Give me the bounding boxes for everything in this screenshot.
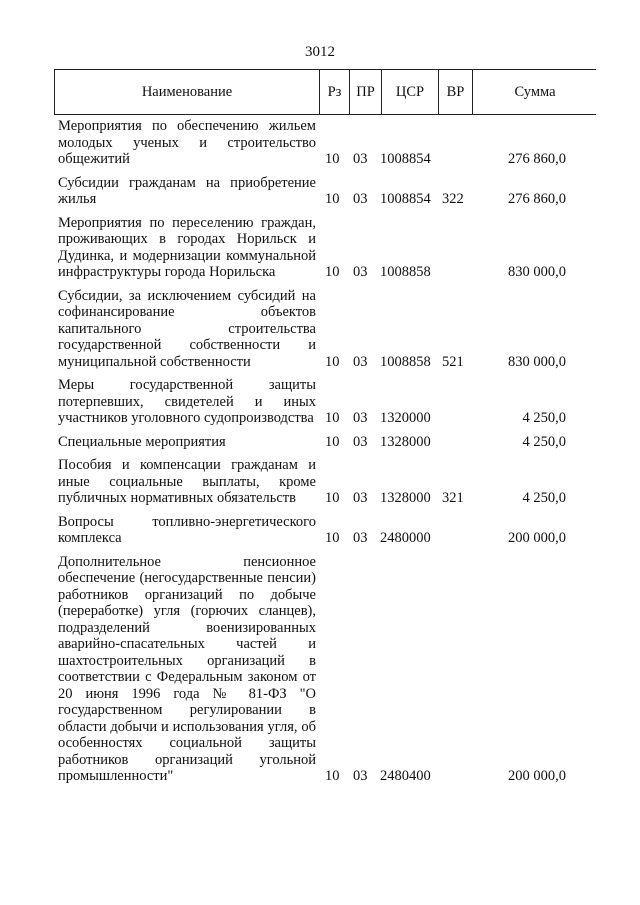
table-row [58, 434, 598, 451]
row-pr: 03 [353, 530, 368, 546]
row-csr: 1328000 [380, 490, 431, 506]
row-csr: 1008858 [380, 264, 431, 280]
row-pr: 03 [353, 191, 368, 207]
row-name: Дополнительное пенсионное обеспечение (негосударственные пенсии) работников организаций по добыче (переработке) угля (горючих сланцев), подразделений военизированных аварийно-спасательных частей и шахтостроительных организаций в соответствии с Федеральным законом от 20 июня 1996 года № 81-ФЗ "О государственном регулировании в области добычи и использования угля, об особенностях социальной защиты работников организаций угольной промышленности" [58, 553, 316, 784]
table-header [54, 69, 596, 115]
row-sum: 200 000,0 [508, 530, 566, 546]
table-row [58, 175, 598, 208]
header-pr: ПР [350, 70, 382, 114]
row-csr: 1008858 [380, 353, 431, 370]
row-pr: 03 [353, 151, 368, 167]
page-number: 3012 [305, 44, 335, 60]
row-sum: 4 250,0 [522, 410, 566, 426]
row-pr: 03 [353, 490, 368, 506]
table-row [58, 554, 598, 785]
row-name: Вопросы топливно-энергетического комплекса [58, 513, 316, 546]
row-rz: 10 [325, 410, 340, 426]
table-row [58, 377, 598, 427]
table-row [58, 457, 598, 507]
row-csr: 2480400 [380, 768, 431, 784]
row-pr: 03 [353, 410, 368, 426]
row-rz: 10 [325, 433, 340, 450]
header-vr: ВР [439, 70, 473, 114]
row-sum: 4 250,0 [522, 490, 566, 506]
row-pr: 03 [353, 433, 368, 450]
header-rz: Рз [320, 70, 350, 114]
row-rz: 10 [325, 530, 340, 546]
row-sum: 830 000,0 [508, 353, 566, 370]
row-csr: 1320000 [380, 410, 431, 426]
row-pr: 03 [353, 353, 368, 370]
row-vr: 321 [442, 490, 464, 506]
header-name: Наименование [55, 70, 320, 114]
row-name: Субсидии гражданам на приобретение жилья [58, 174, 316, 207]
row-rz: 10 [325, 353, 340, 370]
row-vr: 322 [442, 191, 464, 207]
row-name: Меры государственной защиты потерпевших, свидетелей и иных участников уголовного судопроизводства [58, 377, 316, 426]
row-name: Пособия и компенсации гражданам и иные социальные выплаты, кроме публичных нормативных обязательств [58, 457, 316, 506]
row-name: Специальные мероприятия [58, 433, 226, 450]
row-sum: 276 860,0 [508, 191, 566, 207]
row-name: Мероприятия по переселению граждан, проживающих в городах Норильск и Дудинка, и модернизации коммунальной инфраструктуры города Норильска [58, 214, 316, 280]
table-body [58, 118, 598, 792]
header-sum: Сумма [514, 83, 556, 100]
row-csr: 1008854 [380, 191, 431, 207]
table-row [58, 215, 598, 281]
table-row [58, 514, 598, 547]
row-csr: 2480000 [380, 530, 431, 546]
row-rz: 10 [325, 151, 340, 167]
row-pr: 03 [353, 264, 368, 280]
row-name: Мероприятия по обеспечению жильем молодых ученых и строительство общежитий [58, 118, 316, 167]
row-rz: 10 [325, 191, 340, 207]
table-row [58, 118, 598, 168]
table-row [58, 288, 598, 371]
row-vr: 521 [442, 353, 464, 370]
row-sum: 830 000,0 [508, 264, 566, 280]
row-rz: 10 [325, 490, 340, 506]
row-rz: 10 [325, 768, 340, 784]
row-sum: 200 000,0 [508, 768, 566, 784]
row-csr: 1008854 [380, 151, 431, 167]
row-sum: 276 860,0 [508, 151, 566, 167]
row-csr: 1328000 [380, 433, 431, 450]
row-pr: 03 [353, 768, 368, 784]
row-sum: 4 250,0 [522, 433, 566, 450]
row-name: Субсидии, за исключением субсидий на софинансирование объектов капитального строительства государственной собственности и муниципальной собственности [58, 287, 316, 370]
header-csr: ЦСР [382, 70, 439, 114]
row-rz: 10 [325, 264, 340, 280]
